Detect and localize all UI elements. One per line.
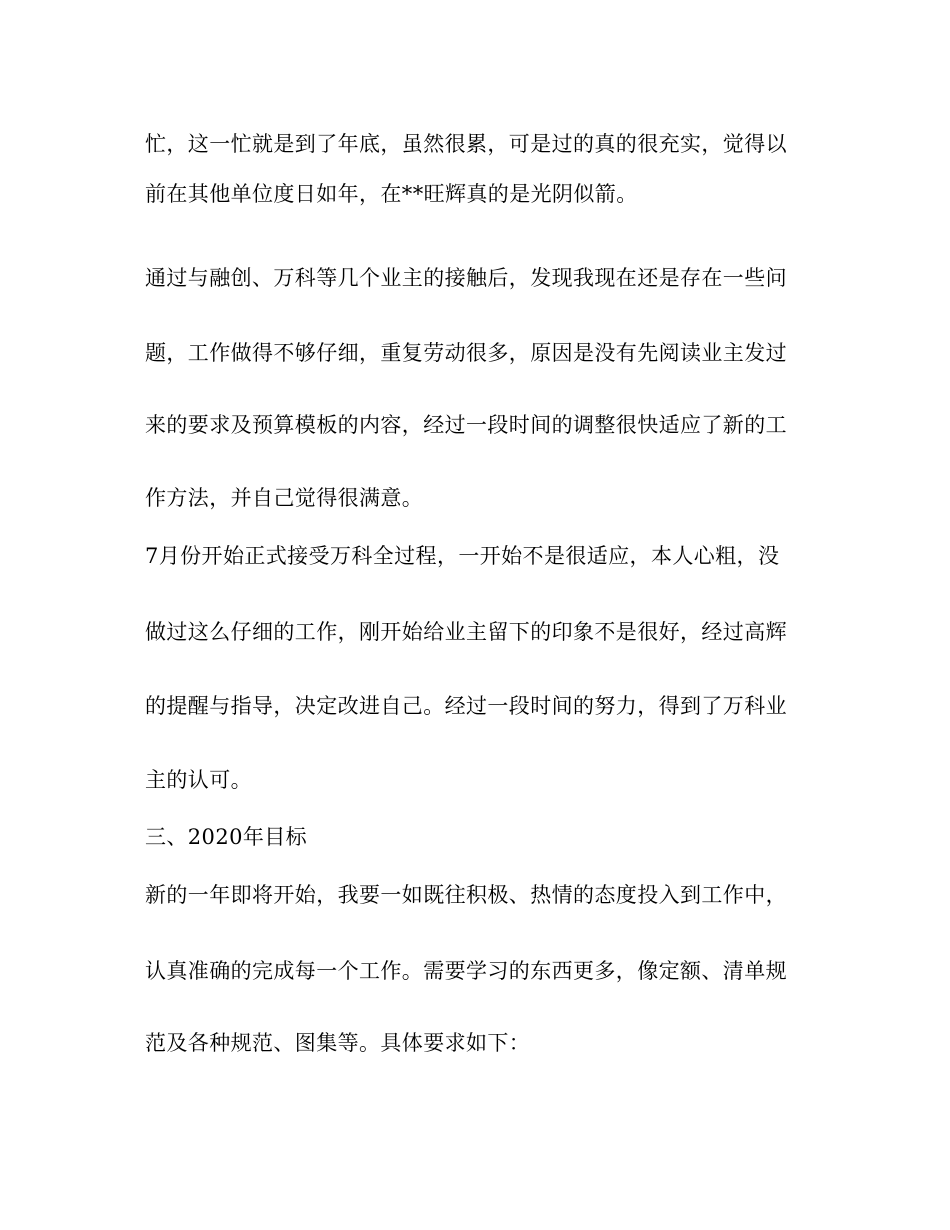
paragraph-line: 的提醒与指导，决定改进自己。经过一段时间的努力，得到了万科业	[145, 694, 787, 718]
paragraph-line: 新的一年即将开始，我要一如既往积极、热情的态度投入到工作中，	[145, 883, 787, 907]
paragraph-line: 来的要求及预算模板的内容，经过一段时间的调整很快适应了新的工	[145, 413, 787, 437]
paragraph-line: 7月份开始正式接受万科全过程，一开始不是很适应，本人心粗，没	[145, 544, 780, 568]
paragraph-line: 忙，这一忙就是到了年底，虽然很累，可是过的真的很充实，觉得以	[145, 132, 787, 156]
paragraph-line: 前在其他单位度日如年，在**旺辉真的是光阴似箭。	[145, 182, 638, 206]
paragraph-line: 做过这么仔细的工作，刚开始给业主留下的印象不是很好，经过高辉	[145, 620, 787, 644]
paragraph-line: 题，工作做得不够仔细，重复劳动很多，原因是没有先阅读业主发过	[145, 341, 787, 365]
paragraph-line: 主的认可。	[145, 768, 252, 792]
paragraph-line: 认真准确的完成每一个工作。需要学习的东西更多，像定额、清单规	[145, 959, 787, 983]
paragraph-line: 作方法，并自己觉得很满意。	[145, 486, 424, 510]
paragraph-line: 通过与融创、万科等几个业主的接触后，发现我现在还是存在一些问	[145, 266, 787, 290]
paragraph-line: 范及各种规范、图集等。具体要求如下：	[145, 1031, 531, 1055]
section-heading: 三、2020年目标	[145, 825, 308, 849]
